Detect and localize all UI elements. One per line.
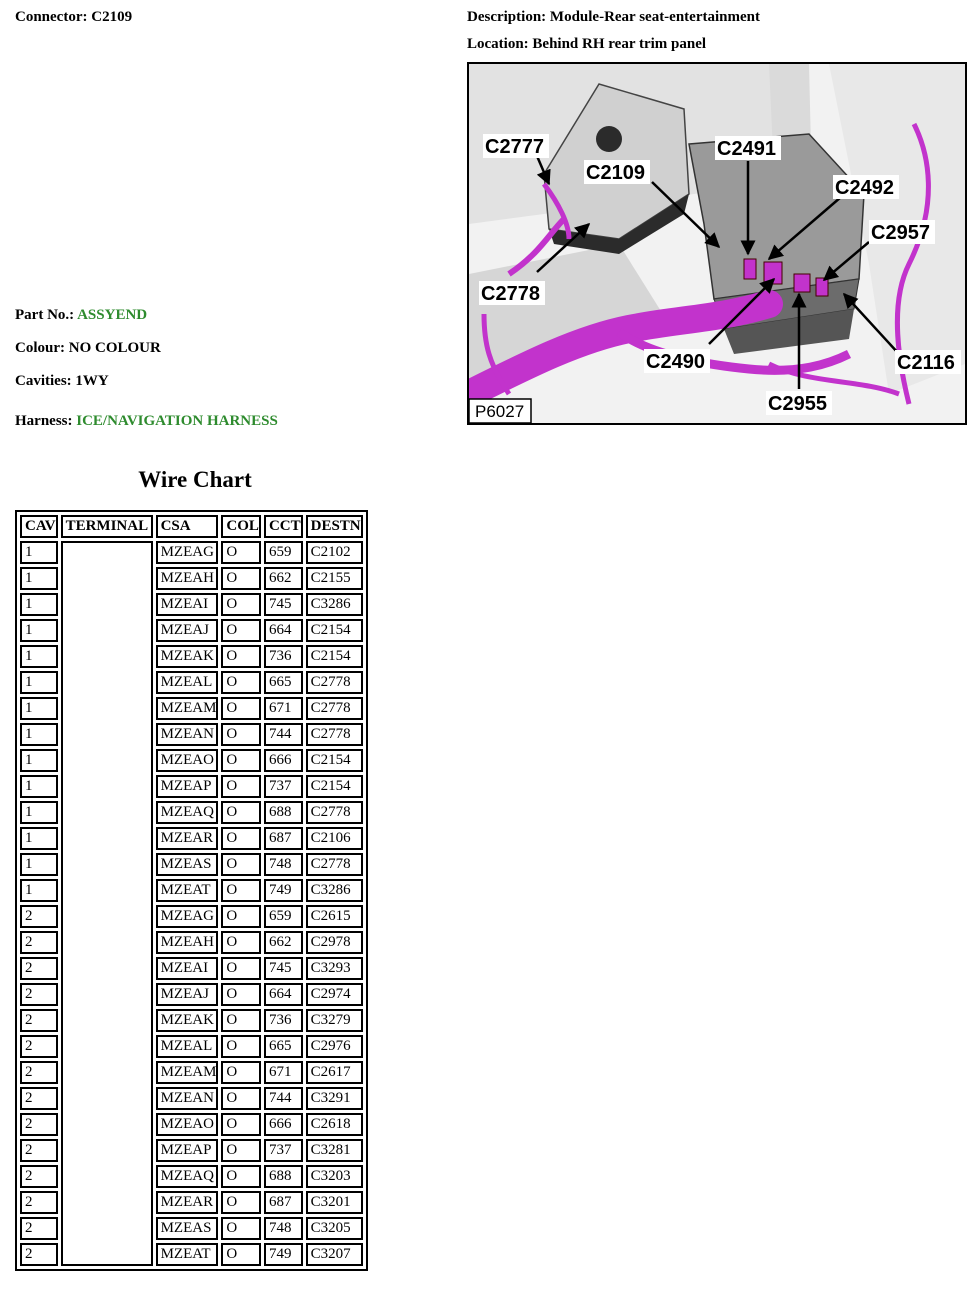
header-csa: CSA xyxy=(156,515,219,538)
cell-cct: 736 xyxy=(264,645,303,668)
cell-csa: MZEAH xyxy=(156,567,219,590)
cell-destn: C3286 xyxy=(306,879,363,902)
location-line xyxy=(467,36,706,53)
location-illustration xyxy=(469,64,965,423)
cell-destn: C2617 xyxy=(306,1061,363,1084)
header-col: COL xyxy=(221,515,261,538)
cell-destn: C2106 xyxy=(306,827,363,850)
callout-c2778: C2778 xyxy=(481,283,540,305)
cell-cav: 2 xyxy=(20,1009,58,1032)
cell-csa: MZEAJ xyxy=(156,619,219,642)
cell-cav: 1 xyxy=(20,541,58,564)
cell-col: O xyxy=(221,619,261,642)
cell-cct: 662 xyxy=(264,931,303,954)
cell-destn: C3293 xyxy=(306,957,363,980)
connector-value: C2109 xyxy=(91,9,133,25)
cell-cct: 666 xyxy=(264,749,303,772)
location-figure xyxy=(467,62,967,425)
cell-terminal xyxy=(61,541,153,1266)
callout-c2777: C2777 xyxy=(485,136,544,158)
cell-csa: MZEAP xyxy=(156,775,219,798)
cell-cct: 744 xyxy=(264,723,303,746)
cell-cav: 2 xyxy=(20,1139,58,1162)
cell-destn: C2978 xyxy=(306,931,363,954)
cell-destn: C3207 xyxy=(306,1243,363,1266)
cell-col: O xyxy=(221,853,261,876)
cell-cct: 749 xyxy=(264,1243,303,1266)
cell-csa: MZEAN xyxy=(156,1087,219,1110)
cell-cav: 1 xyxy=(20,749,58,772)
cell-destn: C2154 xyxy=(306,645,363,668)
harness-label: Harness: xyxy=(15,413,73,429)
cell-destn: C2778 xyxy=(306,723,363,746)
wire-chart-table xyxy=(15,510,368,1271)
cell-destn: C3279 xyxy=(306,1009,363,1032)
cell-col: O xyxy=(221,593,261,616)
cell-cav: 1 xyxy=(20,593,58,616)
colour-value: NO COLOUR xyxy=(68,340,161,356)
cell-csa: MZEAM xyxy=(156,1061,219,1084)
cell-col: O xyxy=(221,697,261,720)
cell-cav: 1 xyxy=(20,827,58,850)
cell-destn: C2778 xyxy=(306,697,363,720)
table-row xyxy=(20,541,363,564)
cell-col: O xyxy=(221,671,261,694)
callout-c2955: C2955 xyxy=(768,393,827,415)
cell-cav: 1 xyxy=(20,879,58,902)
cell-csa: MZEAK xyxy=(156,645,219,668)
cell-csa: MZEAH xyxy=(156,931,219,954)
cell-csa: MZEAT xyxy=(156,879,219,902)
cell-col: O xyxy=(221,567,261,590)
cell-csa: MZEAR xyxy=(156,1191,219,1214)
cell-cct: 745 xyxy=(264,593,303,616)
cell-cav: 1 xyxy=(20,723,58,746)
cell-destn: C3281 xyxy=(306,1139,363,1162)
cell-cav: 2 xyxy=(20,1243,58,1266)
header-cct: CCT xyxy=(264,515,303,538)
cell-csa: MZEAG xyxy=(156,541,219,564)
cell-col: O xyxy=(221,879,261,902)
cell-csa: MZEAR xyxy=(156,827,219,850)
cell-cav: 1 xyxy=(20,619,58,642)
cell-cct: 736 xyxy=(264,1009,303,1032)
cell-destn: C2102 xyxy=(306,541,363,564)
cell-cct: 745 xyxy=(264,957,303,980)
connector-c2116 xyxy=(816,278,828,296)
cell-cav: 2 xyxy=(20,1035,58,1058)
cell-cav: 1 xyxy=(20,775,58,798)
cell-csa: MZEAI xyxy=(156,593,219,616)
cell-cct: 687 xyxy=(264,1191,303,1214)
cell-cav: 1 xyxy=(20,853,58,876)
cell-cct: 748 xyxy=(264,853,303,876)
cell-cct: 664 xyxy=(264,983,303,1006)
cell-destn: C2976 xyxy=(306,1035,363,1058)
callout-c2491: C2491 xyxy=(717,138,776,160)
cell-cav: 1 xyxy=(20,567,58,590)
cell-cct: 664 xyxy=(264,619,303,642)
location-label: Location: xyxy=(467,36,529,52)
cell-csa: MZEAL xyxy=(156,671,219,694)
wire-chart-header-row xyxy=(20,515,363,538)
cell-csa: MZEAK xyxy=(156,1009,219,1032)
cell-destn: C2615 xyxy=(306,905,363,928)
cell-col: O xyxy=(221,1035,261,1058)
cell-col: O xyxy=(221,801,261,824)
speaker-hole xyxy=(596,126,622,152)
cell-destn: C2154 xyxy=(306,775,363,798)
cell-cct: 744 xyxy=(264,1087,303,1110)
header-destn: DESTN xyxy=(306,515,363,538)
cell-cav: 1 xyxy=(20,645,58,668)
cell-cav: 2 xyxy=(20,1191,58,1214)
cell-col: O xyxy=(221,541,261,564)
header-cav: CAV xyxy=(20,515,58,538)
cell-cct: 671 xyxy=(264,697,303,720)
harness-line xyxy=(15,413,278,430)
cell-cav: 2 xyxy=(20,1217,58,1240)
cell-csa: MZEAL xyxy=(156,1035,219,1058)
cell-destn: C2618 xyxy=(306,1113,363,1136)
cell-cav: 2 xyxy=(20,957,58,980)
cell-cav: 1 xyxy=(20,697,58,720)
cell-col: O xyxy=(221,1087,261,1110)
cell-destn: C2155 xyxy=(306,567,363,590)
cell-destn: C3203 xyxy=(306,1165,363,1188)
cell-destn: C3201 xyxy=(306,1191,363,1214)
cell-destn: C2778 xyxy=(306,671,363,694)
cell-col: O xyxy=(221,1113,261,1136)
cell-csa: MZEAQ xyxy=(156,1165,219,1188)
cell-col: O xyxy=(221,957,261,980)
cell-cct: 688 xyxy=(264,801,303,824)
cell-destn: C3291 xyxy=(306,1087,363,1110)
cell-destn: C2778 xyxy=(306,853,363,876)
part-no-value[interactable]: ASSYEND xyxy=(77,307,148,323)
cell-cav: 2 xyxy=(20,931,58,954)
cell-col: O xyxy=(221,931,261,954)
colour-line xyxy=(15,340,161,357)
figure-id: P6027 xyxy=(475,402,525,421)
cell-csa: MZEAG xyxy=(156,905,219,928)
cell-destn: C2154 xyxy=(306,619,363,642)
description-label: Description: xyxy=(467,9,547,25)
cell-cav: 1 xyxy=(20,801,58,824)
description-line xyxy=(467,9,760,26)
cell-col: O xyxy=(221,1217,261,1240)
cavities-label: Cavities: xyxy=(15,373,72,389)
cell-col: O xyxy=(221,645,261,668)
header-terminal: TERMINAL xyxy=(61,515,153,538)
cell-col: O xyxy=(221,1191,261,1214)
part-no-line xyxy=(15,307,147,324)
cell-cct: 666 xyxy=(264,1113,303,1136)
connector-line xyxy=(15,9,132,26)
cell-destn: C2154 xyxy=(306,749,363,772)
callout-c2109: C2109 xyxy=(586,162,645,184)
cell-destn: C2974 xyxy=(306,983,363,1006)
cell-cav: 2 xyxy=(20,1165,58,1188)
cell-destn: C3286 xyxy=(306,593,363,616)
cell-cct: 737 xyxy=(264,1139,303,1162)
cell-csa: MZEAQ xyxy=(156,801,219,824)
harness-value[interactable]: ICE/NAVIGATION HARNESS xyxy=(76,413,278,429)
cell-col: O xyxy=(221,749,261,772)
cell-csa: MZEAT xyxy=(156,1243,219,1266)
cell-csa: MZEAS xyxy=(156,1217,219,1240)
callout-c2957: C2957 xyxy=(871,222,930,244)
callout-c2490: C2490 xyxy=(646,351,705,373)
cell-csa: MZEAN xyxy=(156,723,219,746)
cell-csa: MZEAJ xyxy=(156,983,219,1006)
cell-cav: 2 xyxy=(20,983,58,1006)
cell-col: O xyxy=(221,775,261,798)
cell-cct: 748 xyxy=(264,1217,303,1240)
cell-col: O xyxy=(221,1061,261,1084)
wire-chart-title: Wire Chart xyxy=(138,467,252,492)
connector-c2491 xyxy=(744,259,756,279)
cell-csa: MZEAO xyxy=(156,749,219,772)
cell-destn: C3205 xyxy=(306,1217,363,1240)
cavities-value: 1WY xyxy=(75,373,109,389)
cell-cct: 688 xyxy=(264,1165,303,1188)
cell-cct: 659 xyxy=(264,541,303,564)
callout-c2492: C2492 xyxy=(835,177,894,199)
connector-c2955 xyxy=(794,274,810,292)
callout-c2116: C2116 xyxy=(897,352,955,374)
cell-csa: MZEAS xyxy=(156,853,219,876)
cell-cav: 2 xyxy=(20,1087,58,1110)
cell-cct: 665 xyxy=(264,671,303,694)
cell-cav: 2 xyxy=(20,1113,58,1136)
cell-cav: 1 xyxy=(20,671,58,694)
cell-cct: 659 xyxy=(264,905,303,928)
cell-cct: 662 xyxy=(264,567,303,590)
cell-col: O xyxy=(221,983,261,1006)
cell-col: O xyxy=(221,827,261,850)
cell-csa: MZEAM xyxy=(156,697,219,720)
cell-col: O xyxy=(221,1243,261,1266)
cavities-line xyxy=(15,373,109,390)
cell-cct: 665 xyxy=(264,1035,303,1058)
cell-cav: 2 xyxy=(20,1061,58,1084)
connector-label: Connector: xyxy=(15,9,88,25)
part-no-label: Part No.: xyxy=(15,307,75,323)
cell-csa: MZEAO xyxy=(156,1113,219,1136)
cell-col: O xyxy=(221,723,261,746)
cell-csa: MZEAI xyxy=(156,957,219,980)
cell-col: O xyxy=(221,1009,261,1032)
cell-cct: 671 xyxy=(264,1061,303,1084)
cell-csa: MZEAP xyxy=(156,1139,219,1162)
wire-chart-body xyxy=(20,541,363,1266)
description-value: Module-Rear seat-entertainment xyxy=(549,9,760,25)
colour-label: Colour: xyxy=(15,340,65,356)
cell-cct: 687 xyxy=(264,827,303,850)
cell-cct: 749 xyxy=(264,879,303,902)
cell-col: O xyxy=(221,905,261,928)
cell-cav: 2 xyxy=(20,905,58,928)
cell-col: O xyxy=(221,1139,261,1162)
cell-col: O xyxy=(221,1165,261,1188)
location-value: Behind RH rear trim panel xyxy=(532,36,707,52)
cell-cct: 737 xyxy=(264,775,303,798)
cell-destn: C2778 xyxy=(306,801,363,824)
